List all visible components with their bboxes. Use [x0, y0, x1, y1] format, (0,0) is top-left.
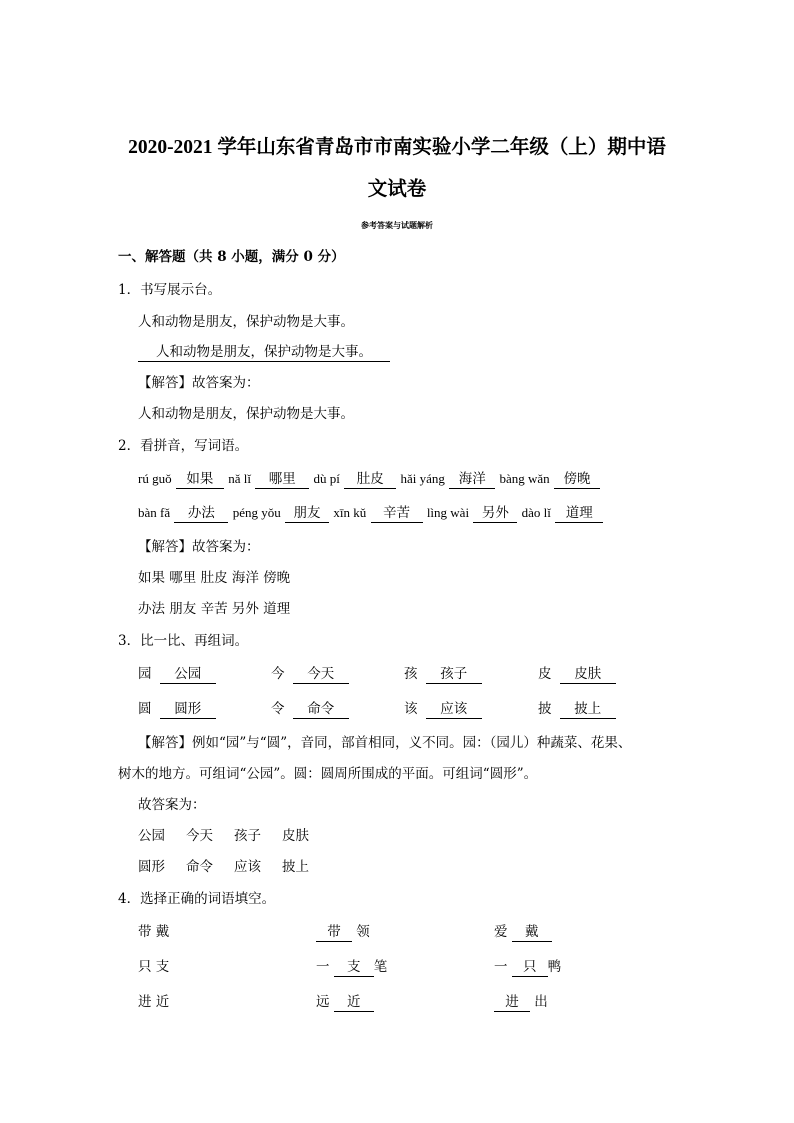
pinyin: péng yǒu — [232, 505, 281, 520]
solution-text: 故答案为： — [192, 539, 260, 555]
q4-choice: 带 戴 — [138, 924, 170, 940]
pinyin: hǎi yáng — [400, 471, 445, 486]
q4-blank-b — [494, 993, 548, 1012]
solution-tag: 【解答】 — [138, 539, 192, 555]
q3-solution-line-2: 树木的地方。可组词“公园”。圆：圆周所围成的平面。可组词“圆形”。 — [118, 766, 538, 782]
answer-blank: 朋友 — [285, 505, 329, 523]
q4-choice: 只 支 — [138, 959, 170, 975]
solution-text: 例如“园”与“圆”，音同，部首相同，义不同。园：（园儿）种蔬菜、花果、 — [192, 735, 632, 751]
question-prompt: 选择正确的词语填空。 — [140, 891, 276, 907]
word-prefix: 爱 — [494, 924, 508, 940]
question-2 — [118, 437, 248, 455]
answer-blank: 皮肤 — [560, 666, 616, 684]
question-4 — [118, 890, 275, 908]
q4-choice: 进 近 — [138, 994, 170, 1010]
q4-blank-a — [316, 993, 374, 1012]
answer-blank: 公园 — [160, 666, 216, 684]
pinyin: dào lǐ — [521, 505, 551, 520]
result-word: 命令 — [186, 859, 213, 875]
word-prefix: 一 — [316, 959, 330, 975]
q1-solution — [138, 374, 260, 392]
answer-blank: 带 — [316, 924, 352, 942]
answer-blank: 傍晚 — [554, 471, 600, 489]
q1-answer: 人和动物是朋友，保护动物是大事。 — [138, 344, 390, 362]
answer-blank: 办法 — [174, 505, 228, 523]
character: 皮 — [538, 666, 552, 682]
page-title-line2: 文试卷 — [367, 179, 427, 200]
answer-blank: 另外 — [473, 505, 517, 523]
pinyin: lìng wài — [426, 505, 470, 520]
answer-blank: 进 — [494, 994, 530, 1012]
pinyin: rú guǒ — [138, 471, 172, 486]
section-heading: 一、解答题（共 8 小题，满分 0 分） — [118, 249, 345, 265]
pinyin: bàn fǎ — [138, 505, 171, 520]
word-suffix: 领 — [356, 924, 370, 940]
answer-blank: 戴 — [512, 924, 552, 942]
q3-row-1-item-3 — [404, 665, 482, 684]
result-word: 皮肤 — [282, 828, 309, 844]
result-word: 披上 — [282, 859, 309, 875]
q1-text: 人和动物是朋友，保护动物是大事。 — [138, 314, 354, 330]
pinyin: dù pí — [313, 471, 340, 486]
pinyin: xīn kǔ — [333, 505, 367, 520]
q2-result-1: 如果 哪里 肚皮 海洋 傍晚 — [138, 570, 291, 586]
q3-result-2 — [138, 858, 309, 876]
q3-solution-line-3: 故答案为： — [138, 797, 206, 813]
question-3 — [118, 632, 248, 650]
answer-blank: 近 — [334, 994, 374, 1012]
q1-result: 人和动物是朋友，保护动物是大事。 — [138, 406, 354, 422]
q3-result-1 — [138, 827, 309, 845]
question-number: 1． — [118, 282, 141, 298]
word-prefix: 一 — [494, 959, 508, 975]
answer-blank: 海洋 — [449, 471, 495, 489]
answer-blank: 命令 — [293, 701, 349, 719]
q2-row-1 — [138, 470, 600, 489]
answer-blank: 辛苦 — [371, 505, 423, 523]
answer-blank: 支 — [334, 959, 374, 977]
answer-blank: 哪里 — [255, 471, 309, 489]
character: 该 — [404, 701, 418, 717]
pinyin: bàng wǎn — [499, 471, 550, 486]
answer-blank: 圆形 — [160, 701, 216, 719]
character: 今 — [271, 666, 285, 682]
q3-row-1-item-4 — [538, 665, 616, 684]
q4-blank-b — [494, 923, 552, 942]
word-suffix: 鸭 — [547, 959, 562, 975]
result-word: 应该 — [234, 859, 261, 875]
question-prompt: 比一比、再组词。 — [140, 633, 249, 649]
q3-row-2-item-2 — [271, 700, 349, 719]
q3-row-2-item-3 — [404, 700, 482, 719]
character: 令 — [271, 701, 285, 717]
q2-result-2: 办法 朋友 辛苦 另外 道理 — [138, 601, 291, 617]
answer-blank: 应该 — [426, 701, 482, 719]
solution-tag: 【解答】 — [138, 375, 192, 391]
character: 园 — [138, 666, 152, 682]
q2-solution — [138, 538, 260, 556]
answer-blank: 只 — [512, 959, 548, 977]
solution-tag: 【解答】 — [138, 735, 192, 751]
question-number: 4． — [118, 891, 141, 907]
q3-row-2 — [138, 700, 216, 719]
q3-row-1-item-2 — [271, 665, 349, 684]
q2-row-2 — [138, 504, 603, 523]
pinyin: nǎ lǐ — [228, 471, 251, 486]
question-number: 3． — [118, 633, 141, 649]
character: 披 — [538, 701, 552, 717]
question-1 — [118, 281, 221, 299]
result-word: 今天 — [186, 828, 213, 844]
result-word: 孩子 — [234, 828, 261, 844]
result-word: 公园 — [138, 828, 165, 844]
word-prefix: 远 — [316, 994, 330, 1010]
word-suffix: 出 — [534, 994, 548, 1010]
q3-row-2-item-4 — [538, 700, 616, 719]
answer-blank: 披上 — [560, 701, 616, 719]
question-prompt: 看拼音，写词语。 — [140, 438, 249, 454]
q1-answer-line — [138, 343, 390, 362]
q3-row-1 — [138, 665, 216, 684]
answer-blank: 肚皮 — [344, 471, 396, 489]
page-subtitle: 参考答案与试题解析 — [361, 220, 433, 230]
q3-solution-line-1 — [138, 734, 631, 752]
answer-blank: 道理 — [555, 505, 603, 523]
q4-blank-b — [494, 958, 561, 977]
q4-blank-a — [316, 958, 387, 977]
answer-blank: 孩子 — [426, 666, 482, 684]
page-title-line1: 2020-2021 学年山东省青岛市市南实验小学二年级（上）期中语 — [128, 137, 666, 158]
solution-text: 故答案为： — [192, 375, 260, 391]
question-prompt: 书写展示台。 — [140, 282, 222, 298]
q4-blank-a — [316, 923, 370, 942]
answer-blank: 今天 — [293, 666, 349, 684]
result-word: 圆形 — [138, 859, 165, 875]
question-number: 2． — [118, 438, 141, 454]
character: 孩 — [404, 666, 418, 682]
word-suffix: 笔 — [373, 959, 388, 975]
answer-blank: 如果 — [176, 471, 224, 489]
character: 圆 — [138, 701, 152, 717]
